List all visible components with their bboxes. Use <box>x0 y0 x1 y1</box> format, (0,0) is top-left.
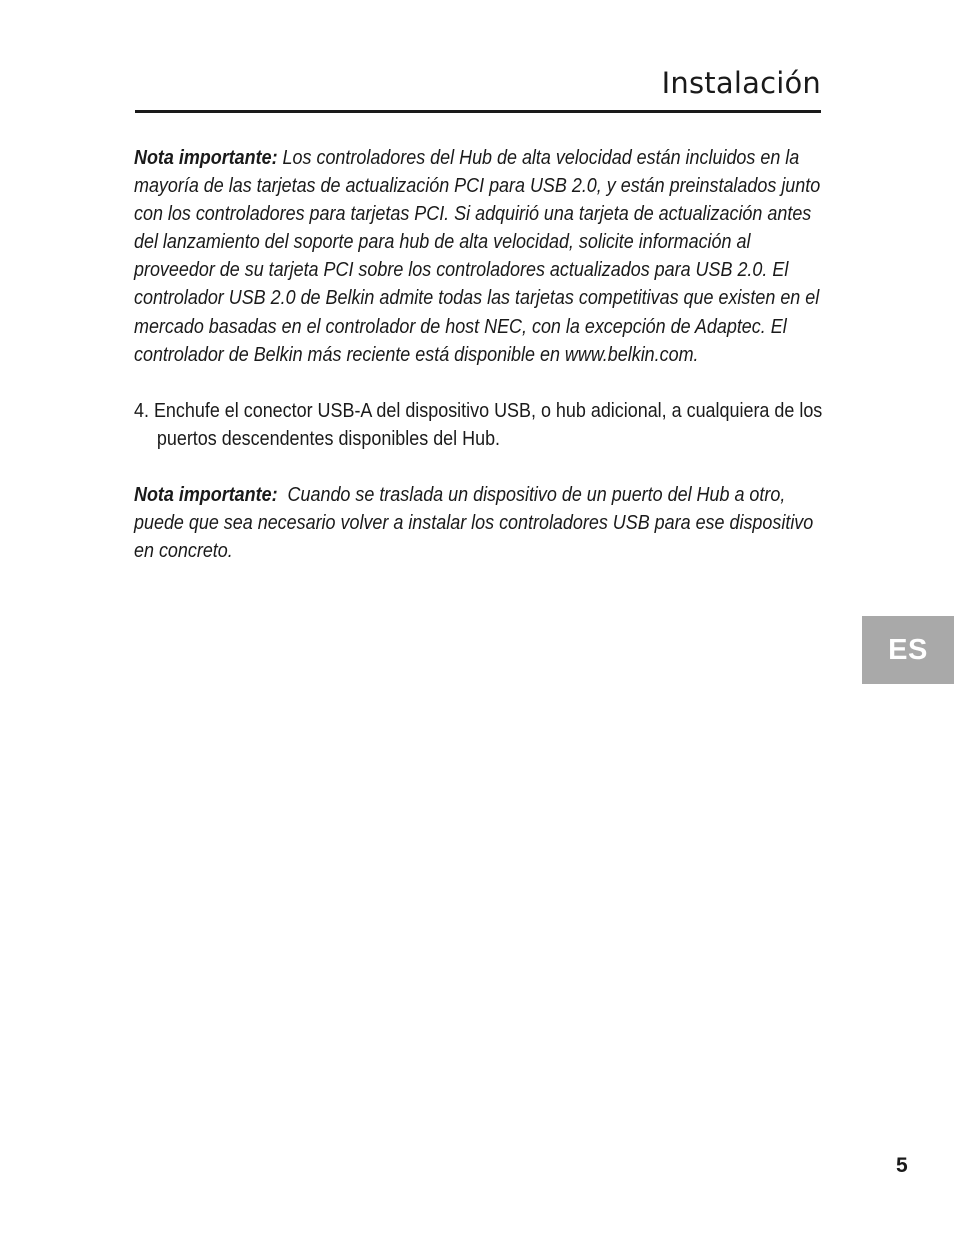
page-number: 5 <box>896 1154 908 1177</box>
note-label: Nota importante: <box>134 483 278 506</box>
header-rule <box>135 110 821 113</box>
content-body <box>134 144 824 565</box>
main-content <box>134 144 823 565</box>
step-number: 4. <box>134 399 149 422</box>
note-text: Los controladores del Hub de alta velocidad están incluidos en la mayoría de las tarjetas de actualización PCI para USB 2.0, y están preinstalados junto con los controladores para tarjetas PCI. Si adquirió una tarjeta de actualización antes del lanzamiento del soporte para hub de alta velocidad, solicite información al proveedor de su tarjeta PCI sobre los controladores actualizados para USB 2.0. El controlador USB 2.0 de Belkin admite todas las tarjetas competitivas que existen en el mercado basadas en el controlador de host NEC, con la excepción de Adaptec. El controlador de Belkin más reciente está disponible en www.belkin.com. <box>134 147 821 366</box>
note-text: Cuando se traslada un dispositivo de un puerto del Hub a otro, puede que sea necesario volver a instalar los controladores USB para ese dispositivo en concreto. <box>134 483 814 563</box>
note-label: Nota importante: <box>134 147 278 169</box>
important-note-reinstall <box>134 481 824 565</box>
page-title: Instalación <box>661 66 821 100</box>
step-text: Enchufe el conector USB-A del dispositivo USB, o hub adicional, a cualquiera de los puertos descendentes disponibles del Hub. <box>153 399 823 450</box>
language-tab <box>862 616 954 684</box>
page-header <box>135 62 821 114</box>
step-4 <box>134 397 824 453</box>
important-note-drivers <box>134 144 824 369</box>
language-tab-label: ES <box>888 633 928 666</box>
